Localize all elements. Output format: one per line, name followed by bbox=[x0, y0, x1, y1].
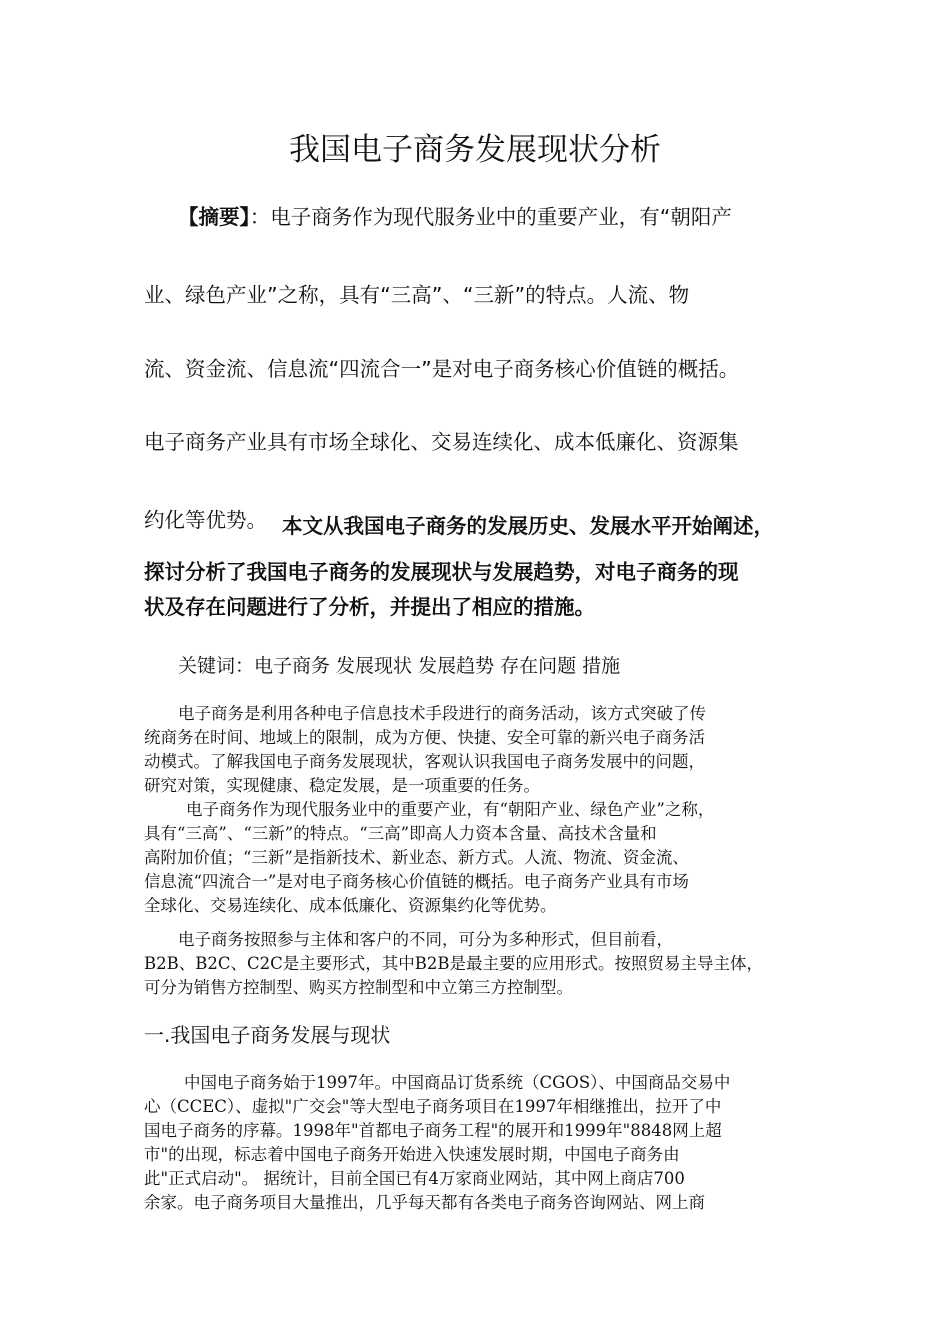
section1-line-4: 市"的出现，标志着中国电子商务开始进入快速发展时期，中国电子商务由 bbox=[144, 1145, 680, 1164]
section1-line-5: 此"正式启动"。 据统计，目前全国已有4万家商业网站，其中网上商店700 bbox=[144, 1169, 685, 1188]
intro-p1-line-3: 动模式。了解我国电子商务发展现状，客观认识我国电子商务发展中的问题， bbox=[144, 752, 705, 771]
keywords: 关键词：电子商务 发展现状 发展趋势 存在问题 措施 bbox=[178, 655, 621, 677]
abstract-line-6: 探讨分析了我国电子商务的发展现状与发展趋势，对电子商务的现 bbox=[144, 560, 739, 584]
abstract-text-1: ：电子商务作为现代服务业中的重要产业，有“朝阳产 bbox=[249, 205, 732, 229]
abstract-label: 【摘要】 bbox=[178, 205, 250, 229]
page-title: 我国电子商务发展现状分析 bbox=[289, 132, 661, 168]
section1-line-1: 中国电子商务始于1997年。中国商品订货系统（CGOS）、中国商品交易中 bbox=[184, 1073, 731, 1092]
intro-p1-line-2: 统商务在时间、地域上的限制，成为方便、快捷、安全可靠的新兴电子商务活 bbox=[144, 728, 705, 747]
intro-p2-line-5: 全球化、交易连续化、成本低廉化、资源集约化等优势。 bbox=[144, 896, 557, 915]
intro-p3-line-1: 电子商务按照参与主体和客户的不同，可分为多种形式，但目前看， bbox=[178, 930, 673, 949]
abstract-line-2: 业、绿色产业”之称，具有“三高”、“三新”的特点。人流、物 bbox=[144, 283, 690, 307]
intro-p1-line-4: 研究对策，实现健康、稳定发展，是一项重要的任务。 bbox=[144, 776, 540, 795]
abstract-line-3: 流、资金流、信息流“四流合一”是对电子商务核心价值链的概括。 bbox=[144, 357, 740, 381]
section-heading: 一.我国电子商务发展与现状 bbox=[144, 1023, 391, 1047]
intro-p2-line-3: 高附加价值；“三新”是指新技术、新业态、新方式。人流、物流、资金流、 bbox=[144, 848, 689, 867]
intro-p2-line-1: 电子商务作为现代服务业中的重要产业，有“朝阳产业、绿色产业”之称， bbox=[186, 800, 715, 819]
abstract-line-5-bold: 本文从我国电子商务的发展历史、发展水平开始阐述， bbox=[282, 514, 774, 538]
section1-line-6: 余家。电子商务项目大量推出，几乎每天都有各类电子商务咨询网站、网上商 bbox=[144, 1193, 705, 1212]
intro-p2-line-4: 信息流“四流合一”是对电子商务核心价值链的概括。电子商务产业具有市场 bbox=[144, 872, 689, 891]
section1-line-3: 国电子商务的序幕。1998年"首都电子商务工程"的展开和1999年"8848网上超 bbox=[144, 1121, 722, 1140]
intro-p3-line-2: B2B、B2C、C2C是主要形式，其中B2B是最主要的应用形式。按照贸易主导主体， bbox=[144, 954, 763, 973]
abstract-line-4: 电子商务产业具有市场全球化、交易连续化、成本低廉化、资源集 bbox=[144, 430, 739, 454]
abstract-line-7: 状及存在问题进行了分析，并提出了相应的措施。 bbox=[144, 595, 595, 619]
intro-p1-line-1: 电子商务是利用各种电子信息技术手段进行的商务活动，该方式突破了传 bbox=[178, 704, 706, 723]
abstract-line-1 bbox=[178, 202, 732, 232]
intro-p3-line-3: 可分为销售方控制型、购买方控制型和中立第三方控制型。 bbox=[144, 978, 573, 997]
section1-line-2: 心（CCEC）、虚拟"广交会"等大型电子商务项目在1997年相继推出，拉开了中 bbox=[144, 1097, 722, 1116]
abstract-line-5-start: 约化等优势。 bbox=[144, 508, 267, 532]
intro-p2-line-2: 具有“三高”、“三新”的特点。“三高”即高人力资本含量、高技术含量和 bbox=[144, 824, 657, 843]
